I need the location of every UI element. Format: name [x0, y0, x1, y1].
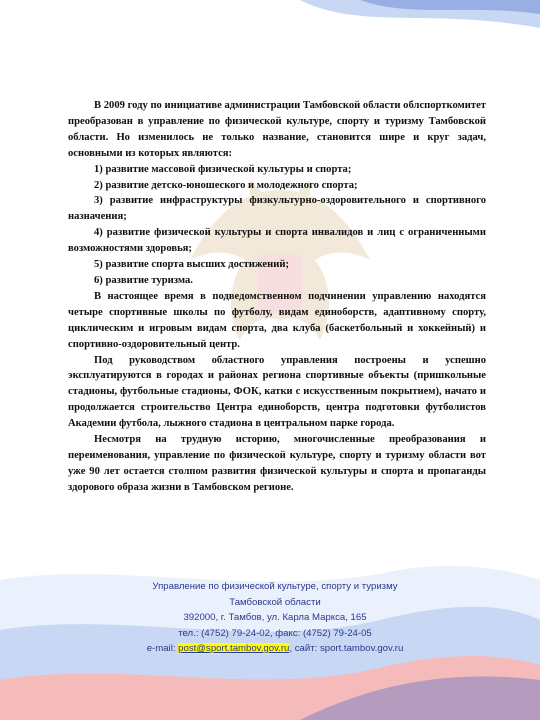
- task-item-4: 4) развитие физической культуры и спорта инвалидов и лиц с ограниченными возможностями здоровья;: [68, 227, 486, 255]
- history-paragraph: Несмотря на трудную историю, многочисленные преобразования и переименования, управление по физической культуре, спорту и туризму области вот уже 90 лет остается столпом развития физической культуры и спорта и пропаганды здорового образа жизни в Тамбовском регионе.: [68, 434, 486, 493]
- email-link[interactable]: post@sport.tambov.gov.ru: [178, 643, 290, 654]
- organization-name-line1: Управление по физической культуре, спорту и туризму: [152, 581, 398, 592]
- email-site-line: [100, 641, 450, 657]
- task-item-2: 2) развитие детско-юношеского и молодежного спорта;: [94, 179, 358, 191]
- email-label: e-mail:: [146, 643, 179, 654]
- postal-address: 392000, г. Тамбов, ул. Карла Маркса, 165: [183, 612, 367, 623]
- contact-footer: [100, 579, 450, 657]
- task-item-1: 1) развитие массовой физической культуры и спорта;: [94, 163, 352, 175]
- intro-paragraph: В 2009 году по инициативе администрации Тамбовской области облспорткомитет преобразован в управление по физической культуре, спорту и туризму Тамбовской области. Но изменилось не только название, становится шире и круг задач, основными из которых являются:: [68, 100, 486, 159]
- phone-fax: тел.: (4752) 79-24-02, факс: (4752) 79-24-05: [178, 627, 372, 639]
- document-body: [68, 98, 486, 496]
- task-item-6: 6) развитие туризма.: [94, 274, 193, 286]
- organization-name-line2: Тамбовской области: [229, 596, 321, 608]
- schools-paragraph: В настоящее время в подведомственном подчинении управлению находятся четыре спортивные школы по футболу, видам единоборств, адаптивному спорту, циклическим и игровым видам спорта, два клуба (баскетбольный и хоккейный) и спортивно-оздоровительный центр.: [68, 290, 486, 350]
- task-item-3: 3) развитие инфраструктуры физкультурно-оздоровительного и спортивного назначения;: [68, 195, 486, 223]
- top-wave-decoration: [0, 0, 540, 80]
- site-text: , сайт: sport.tambov.gov.ru: [289, 643, 404, 654]
- task-item-5: 5) развитие спорта высших достижений;: [94, 259, 289, 271]
- facilities-paragraph: Под руководством областного управления построены и успешно эксплуатируются в городах и районах региона спортивные объекты (пришкольные стадионы, футбольные стадионы, ФОК, катки с искусственным покрытием), начато и продолжается строительство Центра единоборств, центра подготовки футболистов Академии футбола, лыжного стадиона в центральном парке города.: [68, 354, 486, 430]
